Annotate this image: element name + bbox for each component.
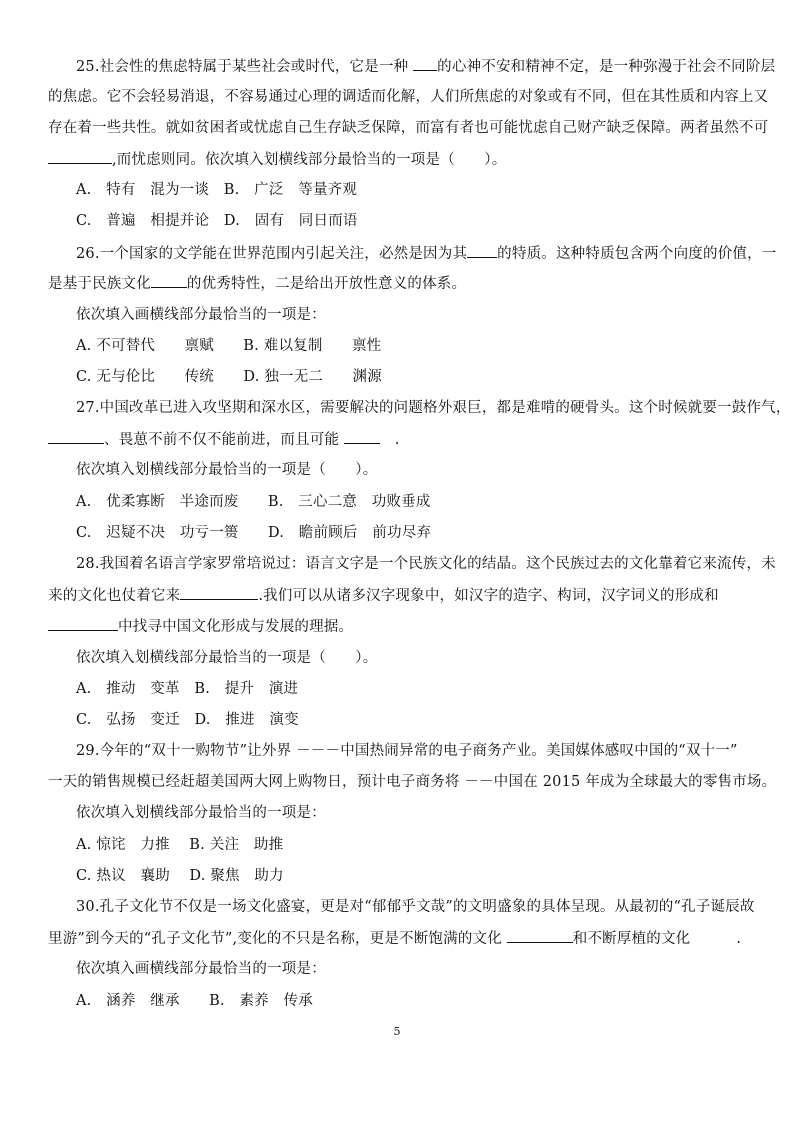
- q29-option-cd: C. 热议 襄助 D. 聚焦 助力: [76, 868, 284, 884]
- q28-line-1: 28.我国着名语言学家罗常培说过：语言文字是一个民族文化的结晶。这个民族过去的文化靠着它来流传，未: [76, 556, 776, 572]
- q30-line-2: [48, 928, 748, 949]
- answer-blank: [344, 429, 380, 444]
- q26-line-1: [76, 243, 776, 264]
- answer-blank: [48, 149, 112, 164]
- q26-text: 26.一个国家的文学能在世界范围内引起关注，必然是因为其: [76, 246, 468, 262]
- q29-line-2: 一天的销售规模已经赶超美国两大网上购物日，预计电子商务将 －－中国在 2015 年成为全球最大的零售市场。: [48, 774, 777, 790]
- answer-blank: [151, 273, 187, 288]
- q27-text: .: [380, 432, 400, 448]
- q27-option-ab: A. 优柔寡断 半途而废 B. 三心二意 功败垂成: [76, 494, 431, 510]
- q25-option-cd: C. 普遍 相提并论 D. 固有 同日而语: [76, 213, 358, 229]
- q27-line-1: 27.中国改革已进入攻坚期和深水区，需要解决的问题格外艰巨，都是难啃的硬骨头。这个时候就要一鼓作气，: [76, 400, 791, 416]
- q29-prompt: 依次填入划横线部分最恰当的一项是：: [76, 805, 326, 821]
- q25-option-ab: A. 特有 混为一谈 B. 广泛 等量齐观: [76, 182, 358, 198]
- q27-text: 、畏葸不前不仅不能前进，而且可能: [104, 432, 345, 448]
- q26-prompt: 依次填入画横线部分最恰当的一项是：: [76, 307, 326, 323]
- answer-blank: [413, 56, 437, 71]
- q28-line-3: [48, 616, 748, 637]
- q26-option-cd: C. 无与伦比 传统 D. 独一无二 渊源: [76, 369, 382, 385]
- q26-text: 是基于民族文化: [48, 276, 151, 292]
- answer-blank: [467, 243, 497, 258]
- q25-line-4: [48, 149, 748, 170]
- q30-text: 和不断厚植的文化: [572, 931, 691, 947]
- q28-text: 中找寻中国文化形成与发展的理据。: [118, 619, 354, 635]
- q28-option-ab: A. 推动 变革 B. 提升 演进: [76, 681, 299, 697]
- q29-option-ab: A. 惊诧 力推 B. 关注 助推: [76, 837, 284, 853]
- q27-line-2: [48, 429, 748, 450]
- q30-prompt: 依次填入画横线部分最恰当的一项是：: [76, 961, 326, 977]
- q26-line-2: [48, 273, 748, 294]
- q30-text: .: [736, 931, 742, 947]
- answer-blank: [48, 616, 118, 631]
- q28-text: 来的文化也仗着它来: [48, 588, 181, 604]
- q25-text: 25.社会性的焦虑特属于某些社会或时代，它是一种: [76, 59, 414, 75]
- q25-line-1: [76, 56, 776, 77]
- q30-text: 里游”到今天的“孔子文化节”,变化的不只是名称，更是不断饱满的文化: [48, 931, 507, 947]
- page-number: 5: [393, 1025, 401, 1038]
- q28-text: .我们可以从诸多汉字现象中，如汉字的造字、构词，汉字词义的形成和: [258, 588, 719, 604]
- answer-blank: [48, 429, 104, 444]
- q25-line-3: 存在着一些共性。就如贫困者或忧虑自己生存缺乏保障，而富有者也可能忧虑自己财产缺乏保障。两者虽然不可: [48, 120, 769, 136]
- q30-line-1: 30.孔子文化节不仅是一场文化盛宴，更是对“郁郁乎文哉”的文明盛象的具体呈现。从最初的“孔子诞辰故: [76, 899, 755, 915]
- q28-option-cd: C. 弘扬 变迁 D. 推进 演变: [76, 712, 299, 728]
- q29-line-1: 29.今年的“双十一购物节”让外界 －－－中国热闹异常的电子商务产业。美国媒体感叹中国的“双十一”: [76, 743, 738, 759]
- q30-option-ab: A. 涵养 继承 B. 素养 传承: [76, 993, 313, 1009]
- q27-prompt: 依次填入划横线部分最恰当的一项是（ ）。: [76, 462, 378, 478]
- q25-line-2: 的焦虑。它不会轻易消退，不容易通过心理的调适而化解，人们所焦虑的对象或有不同，但在其性质和内容上又: [48, 89, 769, 105]
- q25-text: 的心神不安和精神不定，是一种弥漫于社会不同阶层: [437, 59, 776, 75]
- answer-blank: [507, 928, 573, 943]
- q26-text: 的特质。这种特质包含两个向度的价值，一: [497, 246, 777, 262]
- q26-option-ab: A. 不可替代 禀赋 B. 难以复制 禀性: [76, 338, 382, 354]
- q26-text: 的优秀特性，二是给出开放性意义的体系。: [186, 276, 467, 292]
- q25-text: ,而忧虑则同。依次填入划横线部分最恰当的一项是（ ）。: [112, 152, 507, 168]
- q28-prompt: 依次填入划横线部分最恰当的一项是（ ）。: [76, 650, 378, 666]
- q27-option-cd: C. 迟疑不决 功亏一篑 D. 瞻前顾后 前功尽弃: [76, 525, 432, 541]
- answer-blank: [180, 585, 258, 600]
- q28-line-2: [48, 585, 748, 606]
